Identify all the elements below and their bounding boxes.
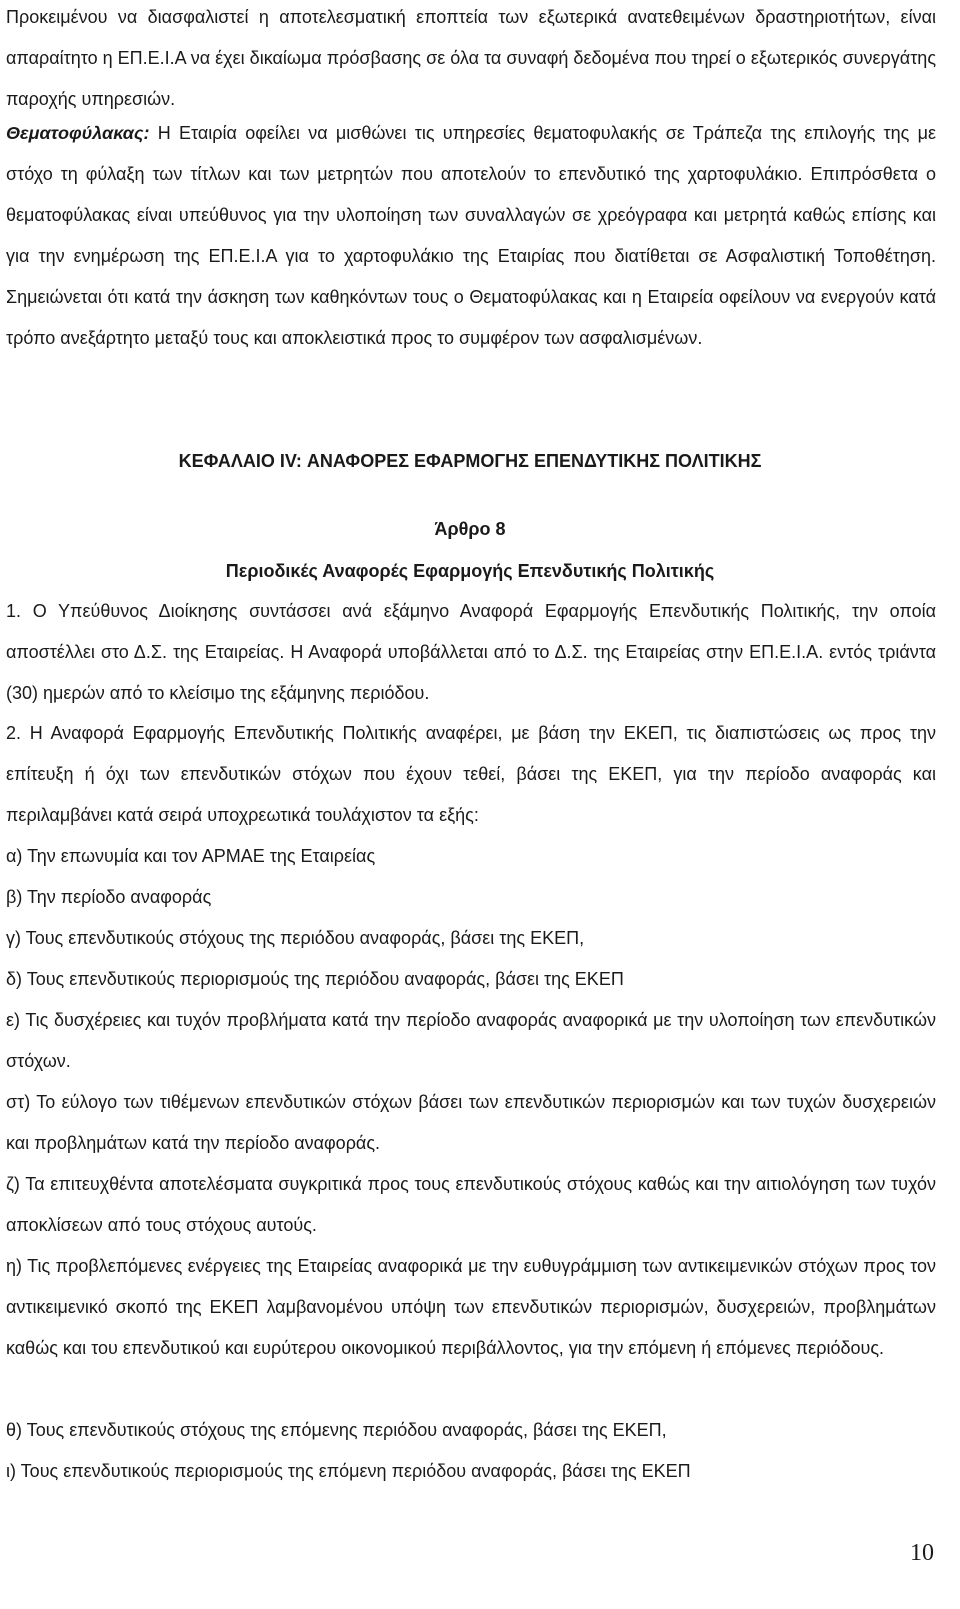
point-2: 2. Η Αναφορά Εφαρμογής Επενδυτικής Πολιτικής αναφέρει, με βάση την ΕΚΕΠ, τις διαπιστώσεις ως προς την επίτευξη ή όχι των επενδυτικών στόχων που έχουν τεθεί, βάσει της ΕΚΕΠ, για την περίοδο αναφοράς και περιλαμβάνει κατά σειρά υποχρεωτικά τουλάχιστον τα εξής:	[6, 723, 936, 825]
item-b: β) Την περίοδο αναφοράς	[6, 887, 212, 907]
item-z: ζ) Τα επιτευχθέντα αποτελέσματα συγκριτικά προς τους επενδυτικούς στόχους καθώς και την αιτιολόγηση των τυχόν αποκλίσεων από τους στόχους αυτούς.	[6, 1174, 936, 1235]
article-number: Άρθρο 8	[434, 519, 506, 539]
page-number: 10	[910, 1540, 934, 1566]
intro-paragraph: Προκειμένου να διασφαλιστεί η αποτελεσματική εποπτεία των εξωτερικά ανατεθειμένων δραστηριοτήτων, είναι απαραίτητο η ΕΠ.Ε.Ι.Α να έχει δικαίωμα πρόσβασης σε όλα τα συναφή δεδομένα που τηρεί ο εξωτερικός συνεργάτης παροχής υπηρεσιών.	[6, 7, 936, 109]
item-e: ε) Τις δυσχέρειες και τυχόν προβλήματα κατά την περίοδο αναφοράς αναφορικά με την υλοποίηση των επενδυτικών στόχων.	[6, 1010, 936, 1071]
article-title: Περιοδικές Αναφορές Εφαρμογής Επενδυτικής Πολιτικής	[225, 561, 715, 581]
item-h: η) Τις προβλεπόμενες ενέργειες της Εταιρείας αναφορικά με την ευθυγράμμιση των αντικειμενικών στόχων προς τον αντικειμενικό σκοπό της ΕΚΕΠ λαμβανομένου υπόψη των επενδυτικών περιορισμών, δυσχερειών, προβλημάτων καθώς και του επενδυτικού και ευρύτερου οικονομικού περιβάλλοντος, για την επόμενη ή επόμενες περιόδους.	[6, 1256, 936, 1358]
item-a: α) Την επωνυμία και τον ΑΡΜΑΕ της Εταιρείας	[6, 846, 376, 866]
point-1: 1. Ο Υπεύθυνος Διοίκησης συντάσσει ανά εξάμηνο Αναφορά Εφαρμογής Επενδυτικής Πολιτικής, την οποία αποστέλλει στο Δ.Σ. της Εταιρείας. Η Αναφορά υποβάλλεται από το Δ.Σ. της Εταιρείας στην ΕΠ.Ε.Ι.Α. εντός τριάντα (30) ημερών από το κλείσιμο της εξάμηνης περιόδου.	[6, 601, 936, 703]
chapter-title: ΚΕΦΑΛΑΙΟ IV: ΑΝΑΦΟΡΕΣ ΕΦΑΡΜΟΓΗΣ ΕΠΕΝΔΥΤΙΚΗΣ ΠΟΛΙΤΙΚΗΣ	[178, 451, 762, 471]
item-th: θ) Τους επενδυτικούς στόχους της επόμενης περιόδου αναφοράς, βάσει της ΕΚΕΠ,	[6, 1420, 667, 1440]
item-st: στ) Το εύλογο των τιθέμενων επενδυτικών στόχων βάσει των επενδυτικών περιορισμών και των τυχών δυσχερειών και προβλημάτων κατά την περίοδο αναφοράς.	[6, 1092, 936, 1153]
custodian-lead: Θεματοφύλακας:	[6, 123, 150, 143]
item-d: δ) Τους επενδυτικούς περιορισμούς της περιόδου αναφοράς, βάσει της ΕΚΕΠ	[6, 969, 624, 989]
item-i: ι) Τους επενδυτικούς περιορισμούς της επόμενη περιόδου αναφοράς, βάσει της ΕΚΕΠ	[6, 1461, 691, 1481]
custodian-text: Η Εταιρία οφείλει να μισθώνει τις υπηρεσίες θεματοφυλακής σε Τράπεζα της επιλογής της με στόχο τη φύλαξη των τίτλων και των μετρητών που αποτελούν το επενδυτικό της χαρτοφυλάκιο. Επιπρόσθετα ο θεματοφύλακας είναι υπεύθυνος για την υλοποίηση των συναλλαγών σε χρεόγραφα και μετρητά καθώς επίσης και για την ενημέρωση της ΕΠ.Ε.Ι.Α για το χαρτοφυλάκιο της Εταιρίας που διατίθεται σε Ασφαλιστική Τοποθέτηση. Σημειώνεται ότι κατά την άσκηση των καθηκόντων τους ο Θεματοφύλακας και η Εταιρεία οφείλουν να ενεργούν κατά τρόπο ανεξάρτητο μεταξύ τους και αποκλειστικά προς το συμφέρον των ασφαλισμένων.	[6, 123, 936, 348]
custodian-paragraph	[6, 113, 936, 359]
item-c: γ) Τους επενδυτικούς στόχους της περιόδου αναφοράς, βάσει της ΕΚΕΠ,	[6, 928, 585, 948]
